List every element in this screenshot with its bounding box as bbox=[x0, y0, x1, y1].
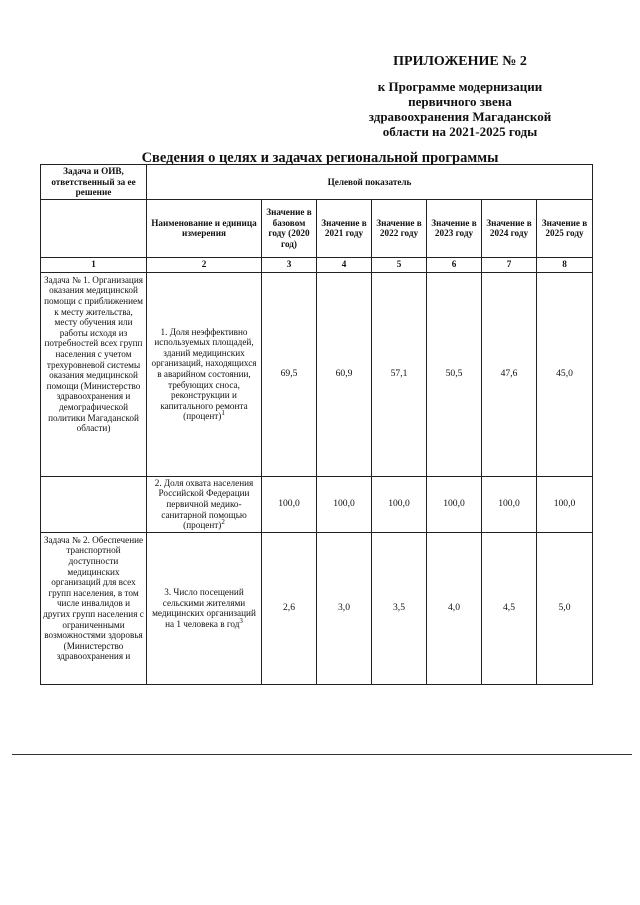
year-2023-header: Значение в 2023 году bbox=[427, 199, 482, 257]
value-2024: 100,0 bbox=[482, 476, 537, 532]
task-cell: Задача № 1. Организация оказания медицинской помощи с приближением к месту жительства, месту обучения или работы исходя из потребностей всех групп населения с учетом трехуровневой системы оказания медицинской помощи (Министерство здравоохранения и демографической политики Магаданской области) bbox=[41, 272, 147, 476]
value-2023: 100,0 bbox=[427, 476, 482, 532]
appendix-number: ПРИЛОЖЕНИЕ № 2 bbox=[393, 54, 527, 69]
appendix-line: здравоохранения Магаданской bbox=[368, 109, 552, 124]
value-2023: 4,0 bbox=[427, 532, 482, 684]
appendix-line: области на 2021-2025 годы bbox=[382, 124, 538, 139]
task-column-header: Задача и ОИВ, ответственный за ее решение bbox=[41, 165, 147, 200]
base-year-header: Значение в базовом году (2020 год) bbox=[262, 199, 317, 257]
appendix-line: первичного звена bbox=[408, 94, 512, 109]
indicator-cell bbox=[147, 272, 262, 476]
name-unit-header: Наименование и единица измерения bbox=[147, 199, 262, 257]
year-2022-header: Значение в 2022 году bbox=[372, 199, 427, 257]
task-cell: Задача № 2. Обеспечение транспортной доступности медицинских организаций для всех групп населения, в том числе инвалидов и других групп населения с ограниченными возможностями здоровья (Министерство здравоохранения и bbox=[41, 532, 147, 684]
value-2022: 3,5 bbox=[372, 532, 427, 684]
value-2022: 57,1 bbox=[372, 272, 427, 476]
column-number: 2 bbox=[147, 257, 262, 272]
value-2024: 4,5 bbox=[482, 532, 537, 684]
indicator-text: 3. Число посещений сельскими жителями медицинских организаций на 1 человека в год bbox=[152, 587, 256, 629]
goals-table bbox=[40, 164, 593, 685]
value-2024: 47,6 bbox=[482, 272, 537, 476]
indicator-text: 1. Доля неэффективно используемых площадей, зданий медицинских организаций, находящихся в аварийном состоянии, требующих сноса, реконструкции и капитального ремонта (процент) bbox=[151, 326, 257, 422]
column-number: 6 bbox=[427, 257, 482, 272]
column-number: 8 bbox=[537, 257, 593, 272]
value-base: 2,6 bbox=[262, 532, 317, 684]
year-2025-header: Значение в 2025 году bbox=[537, 199, 593, 257]
indicator-cell bbox=[147, 476, 262, 532]
header-row-sub bbox=[41, 199, 593, 257]
year-2024-header: Значение в 2024 году bbox=[482, 199, 537, 257]
page-divider bbox=[12, 754, 632, 755]
task-cell bbox=[41, 476, 147, 532]
column-number-row bbox=[41, 257, 593, 272]
indicator-cell bbox=[147, 532, 262, 684]
value-base: 100,0 bbox=[262, 476, 317, 532]
value-2025: 45,0 bbox=[537, 272, 593, 476]
column-number: 5 bbox=[372, 257, 427, 272]
indicator-text: 2. Доля охвата населения Российской Федерации первичной медико-санитарной помощью (процент) bbox=[154, 477, 254, 531]
footnote-mark: 2 bbox=[221, 518, 225, 527]
empty-header-cell bbox=[41, 199, 147, 257]
value-2022: 100,0 bbox=[372, 476, 427, 532]
header-row-top bbox=[41, 165, 593, 200]
value-2021: 100,0 bbox=[317, 476, 372, 532]
appendix-line: к Программе модернизации bbox=[377, 79, 543, 94]
column-number: 7 bbox=[482, 257, 537, 272]
value-base: 69,5 bbox=[262, 272, 317, 476]
target-indicator-header: Целевой показатель bbox=[147, 165, 593, 200]
column-number: 1 bbox=[41, 257, 147, 272]
footnote-mark: 1 bbox=[221, 409, 225, 418]
value-2025: 5,0 bbox=[537, 532, 593, 684]
value-2025: 100,0 bbox=[537, 476, 593, 532]
value-2021: 3,0 bbox=[317, 532, 372, 684]
value-2023: 50,5 bbox=[427, 272, 482, 476]
table-row bbox=[41, 272, 593, 476]
year-2021-header: Значение в 2021 году bbox=[317, 199, 372, 257]
table-row bbox=[41, 532, 593, 684]
table-row bbox=[41, 476, 593, 532]
footnote-mark: 3 bbox=[239, 616, 243, 625]
column-number: 3 bbox=[262, 257, 317, 272]
section-title: Сведения о целях и задачах региональной программы bbox=[141, 150, 499, 166]
appendix-header bbox=[330, 54, 590, 139]
value-2021: 60,9 bbox=[317, 272, 372, 476]
column-number: 4 bbox=[317, 257, 372, 272]
